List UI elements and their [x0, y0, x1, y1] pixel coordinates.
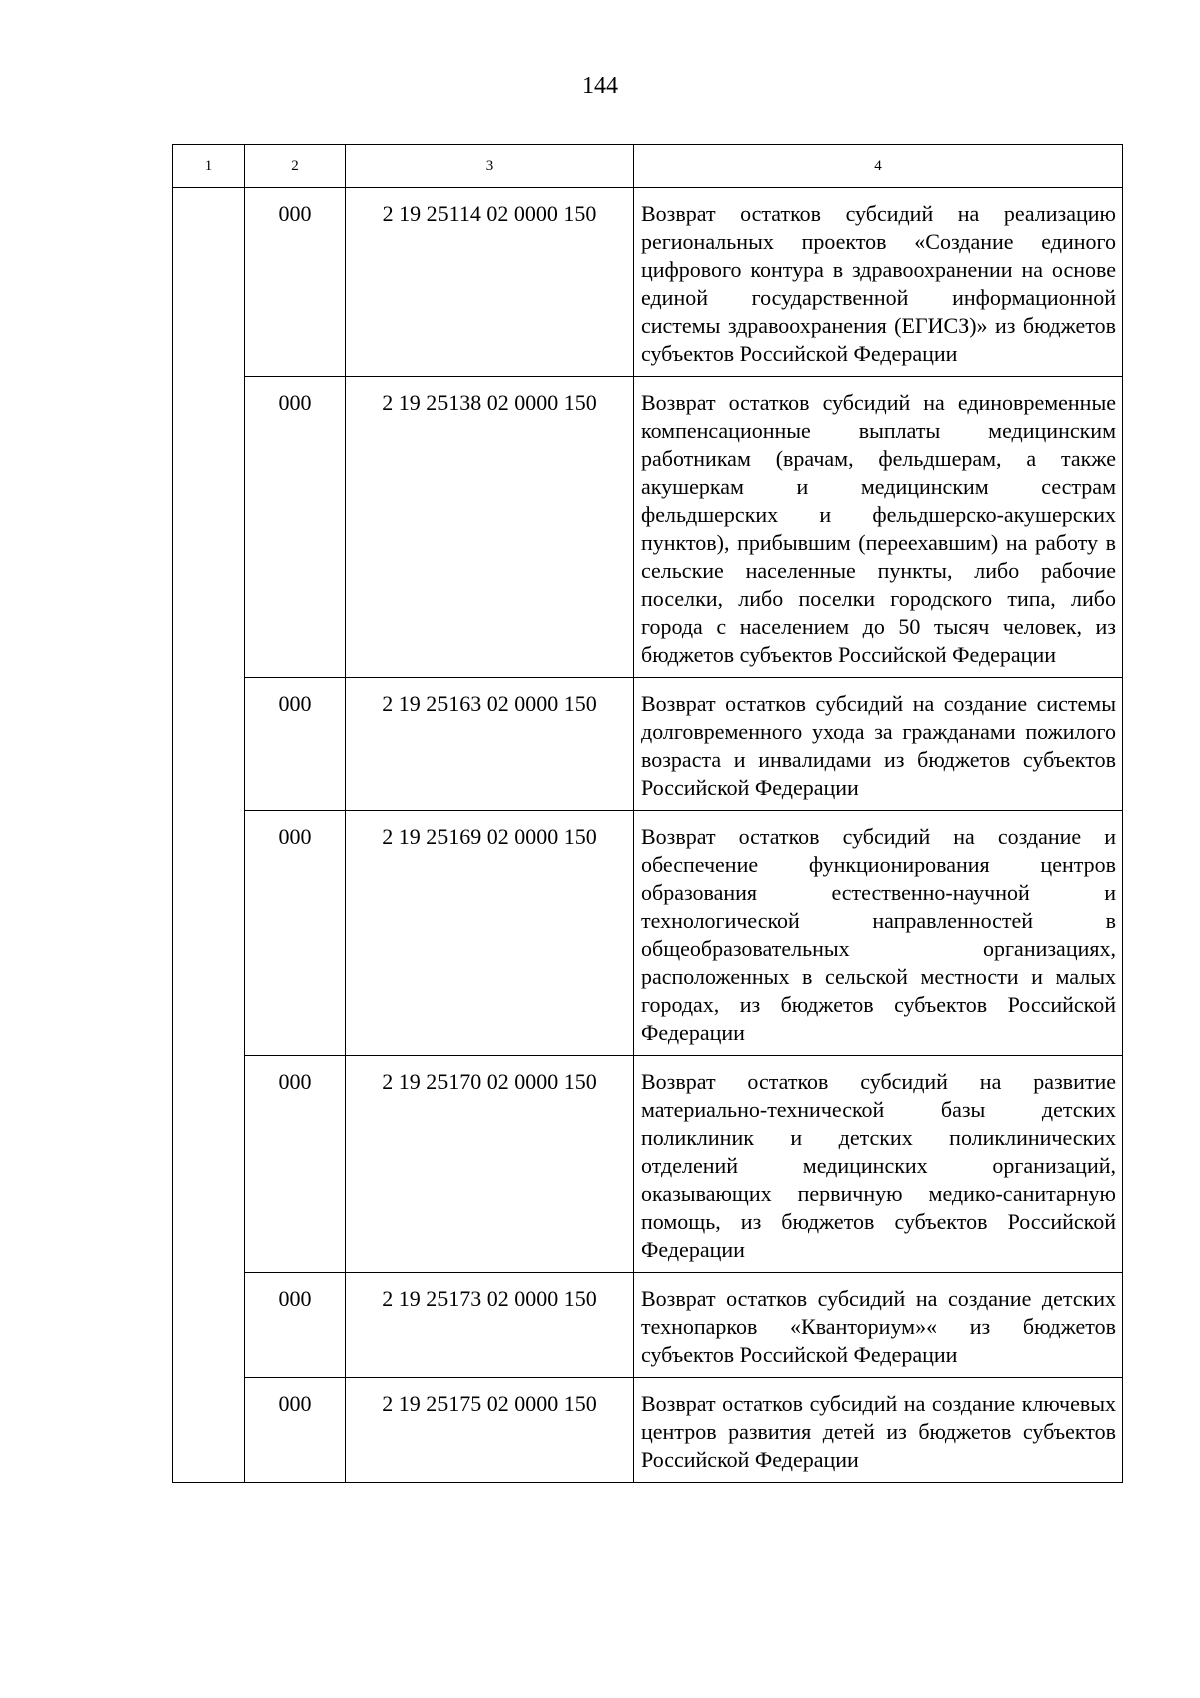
- column-header-2: 2: [245, 145, 346, 188]
- description-cell: Возврат остатков субсидий на создание ключевых центров развития детей из бюджетов субъектов Российской Федерации: [634, 1378, 1123, 1483]
- budget-code-cell: 2 19 25163 02 0000 150: [346, 678, 634, 811]
- budget-code-cell: 2 19 25170 02 0000 150: [346, 1056, 634, 1273]
- admin-code-cell: 000: [245, 1056, 346, 1273]
- column-header-1: 1: [173, 145, 245, 188]
- budget-code-cell: 2 19 25138 02 0000 150: [346, 377, 634, 678]
- table-row: [173, 1273, 1123, 1378]
- description-cell: Возврат остатков субсидий на реализацию региональных проектов «Создание единого цифрового контура в здравоохранении на основе единой государственной информационной системы здравоохранения (ЕГИСЗ)» из бюджетов субъектов Российской Федерации: [634, 188, 1123, 377]
- admin-code-cell: 000: [245, 377, 346, 678]
- column-header-4: 4: [634, 145, 1123, 188]
- table-row: [173, 1378, 1123, 1483]
- table-row: [173, 1056, 1123, 1273]
- budget-code-cell: 2 19 25169 02 0000 150: [346, 811, 634, 1056]
- column-header-3: 3: [346, 145, 634, 188]
- admin-code-cell: 000: [245, 811, 346, 1056]
- description-cell: Возврат остатков субсидий на создание и обеспечение функционирования центров образования естественно-научной и технологической направленностей в общеобразовательных организациях, расположенных в сельской местности и малых городах, из бюджетов субъектов Российской Федерации: [634, 811, 1123, 1056]
- table-row: [173, 377, 1123, 678]
- budget-code-cell: 2 19 25173 02 0000 150: [346, 1273, 634, 1378]
- table-row: [173, 811, 1123, 1056]
- admin-code-cell: 000: [245, 678, 346, 811]
- budget-classification-table: [172, 144, 1123, 1483]
- admin-code-cell: 000: [245, 188, 346, 377]
- empty-column-1-cell: [173, 188, 245, 1483]
- page-number: 144: [582, 73, 618, 99]
- table-row: [173, 678, 1123, 811]
- table-header-row: [173, 145, 1123, 188]
- description-cell: Возврат остатков субсидий на развитие материально-технической базы детских поликлиник и детских поликлинических отделений медицинских организаций, оказывающих первичную медико-санитарную помощь, из бюджетов субъектов Российской Федерации: [634, 1056, 1123, 1273]
- admin-code-cell: 000: [245, 1378, 346, 1483]
- description-cell: Возврат остатков субсидий на создание системы долговременного ухода за гражданами пожилого возраста и инвалидами из бюджетов субъектов Российской Федерации: [634, 678, 1123, 811]
- table-row: [173, 188, 1123, 377]
- description-cell: Возврат остатков субсидий на создание детских технопарков «Кванториум»« из бюджетов субъектов Российской Федерации: [634, 1273, 1123, 1378]
- budget-code-cell: 2 19 25175 02 0000 150: [346, 1378, 634, 1483]
- admin-code-cell: 000: [245, 1273, 346, 1378]
- description-cell: Возврат остатков субсидий на единовременные компенсационные выплаты медицинским работникам (врачам, фельдшерам, а также акушеркам и медицинским сестрам фельдшерских и фельдшерско-акушерских пунктов), прибывшим (переехавшим) на работу в сельские населенные пункты, либо рабочие поселки, либо поселки городского типа, либо города с населением до 50 тысяч человек, из бюджетов субъектов Российской Федерации: [634, 377, 1123, 678]
- budget-code-cell: 2 19 25114 02 0000 150: [346, 188, 634, 377]
